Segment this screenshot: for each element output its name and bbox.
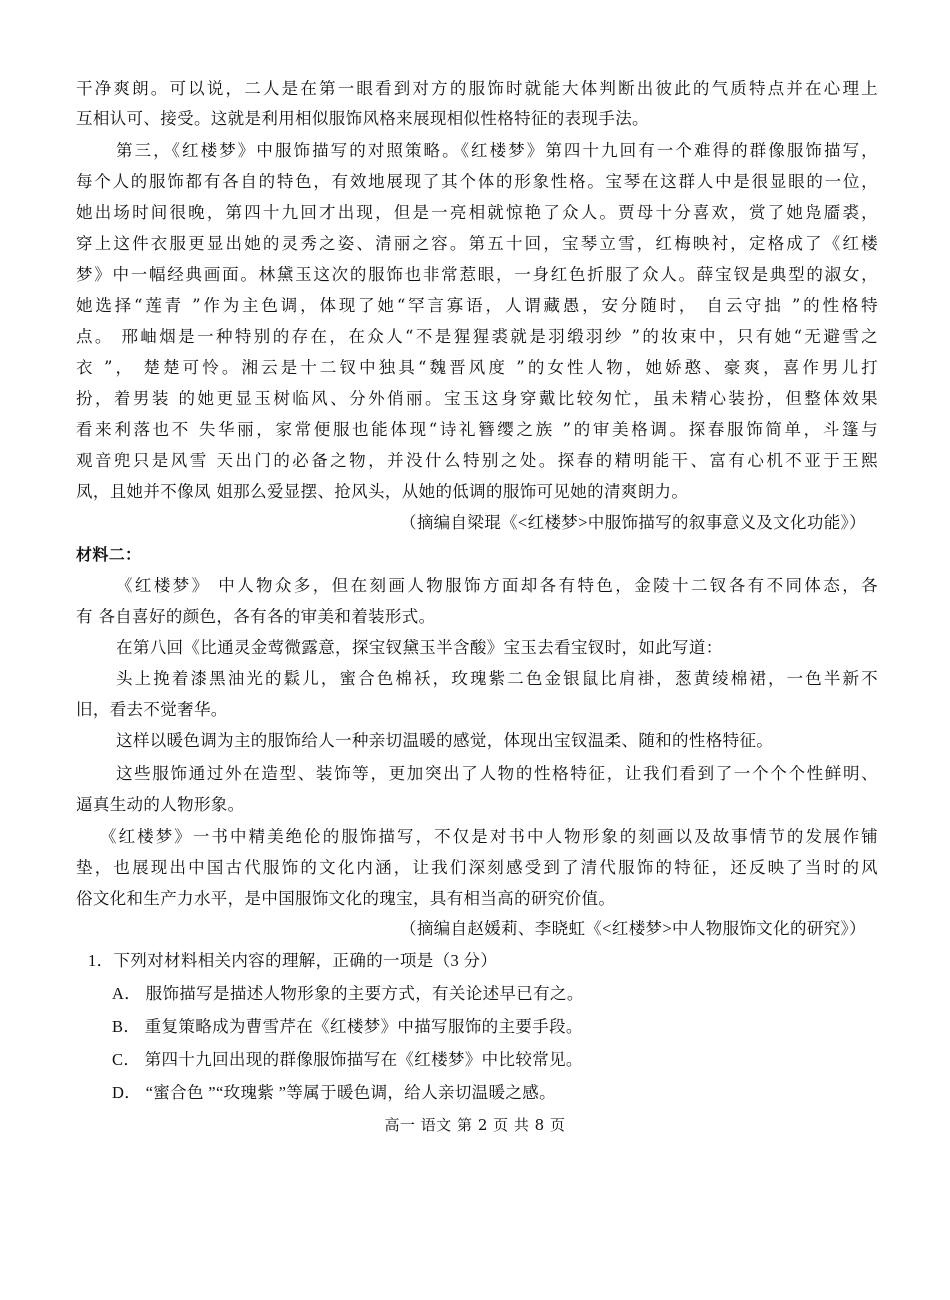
material1-line: 梦》中一幅经典画面。林黛玉这次的服饰也非常惹眼，一身红色折服了众人。薛宝钗是典型的淑女，: [76, 265, 878, 284]
material1-line: 衣 ”， 楚楚可怜。湘云是十二钗中独具“魏晋风度 ”的女性人物，她娇憨、豪爽，喜作男儿打: [76, 358, 878, 377]
question-stem: 1．下列对材料相关内容的理解，正确的一项是（3 分）: [88, 951, 498, 970]
material1-line: 互相认可、接受。这就是利用相似服饰风格来展现相似性格特征的表现手法。: [76, 109, 649, 128]
material1-line: 穿上这件衣服更显出她的灵秀之姿、清丽之容。第五十回，宝琴立雪，红梅映衬，定格成了《红楼: [76, 234, 878, 253]
material2-line: 这些服饰通过外在造型、装饰等，更加突出了人物的性格特征，让我们看到了一个个个性鲜明、: [116, 764, 878, 783]
material1-line: 干净爽朗。可以说，二人是在第一眼看到对方的服饰时就能大体判断出彼此的气质特点并在心理上: [76, 79, 878, 98]
material2-line: 《红楼梦》 中人物众多，但在刻画人物服饰方面却各有特色，金陵十二钗各有不同体态，各: [116, 576, 878, 595]
material1-line: 扮，着男装 的她更显玉树临风、分外俏丽。宝玉这身穿戴比较匆忙，虽未精心装扮，但整体效果: [76, 389, 878, 408]
material2-line: 在第八回《比通灵金莺微露意，探宝钗黛玉半含酸》宝玉去看宝钗时，如此写道：: [116, 638, 723, 657]
material2-quote-line: 头上挽着漆黑油光的鬏儿，蜜合色棉袄，玫瑰紫二色金银鼠比肩褂，葱黄绫棉裙，一色半新不: [116, 669, 878, 688]
question-option-d[interactable]: D． “蜜合色 ”“玫瑰紫 ”等属于暖色调，给人亲切温暖之感。: [112, 1083, 556, 1102]
material2-quote-line: 旧，看去不觉奢华。: [76, 700, 228, 719]
material1-source: （摘编自梁琨《<红楼梦>中服饰描写的叙事意义及文化功能》）: [399, 513, 866, 532]
material2-source: （摘编自赵媛莉、李晓虹《<红楼梦>中人物服饰文化的研究》）: [399, 919, 866, 938]
material1-line: 她选择“莲青 ”作为主色调，体现了她“罕言寡语，人谓藏愚，安分随时， 自云守拙 ”的性格特: [76, 296, 878, 315]
question-option-a[interactable]: A． 服饰描写是描述人物形象的主要方式，有关论述早已有之。: [112, 984, 584, 1003]
material1-line: 凤，且她并不像凤 姐那么爱显摆、抢风头，从她的低调的服饰可见她的清爽朗力。: [76, 482, 689, 501]
material2-line: 垫，也展现出中国古代服饰的文化内涵，让我们深刻感受到了清代服饰的特征，还反映了当时的风: [76, 858, 878, 877]
material1-line: 点。 邢岫烟是一种特别的存在，在众人“不是猩猩裘就是羽缎羽纱 ”的妆束中，只有她“无避雪之: [76, 327, 878, 346]
material2-line: 有 各自喜好的颜色，各有各的审美和着装形式。: [76, 607, 436, 626]
material2-line: 俗文化和生产力水平，是中国服饰文化的瑰宝，具有相当高的研究价值。: [76, 889, 616, 908]
material1-line: 观音兜只是风雪 天出门的必备之物，并没什么特别之处。探春的精明能干、富有心机不亚于王熙: [76, 451, 878, 470]
material2-line: 逼真生动的人物形象。: [76, 795, 245, 814]
material2-line: 《红楼梦》一书中精美绝伦的服饰描写，不仅是对书中人物形象的刻画以及故事情节的发展作铺: [100, 827, 878, 846]
material1-line: 她出场时间很晚，第四十九回才出现，但是一亮相就惊艳了众人。贾母十分喜欢，赏了她凫靥裘，: [76, 203, 878, 222]
material1-line: 第三，《红楼梦》中服饰描写的对照策略。《红楼梦》第四十九回有一个难得的群像服饰描写，: [116, 141, 878, 160]
question-option-c[interactable]: C． 第四十九回出现的群像服饰描写在《红楼梦》中比较常见。: [112, 1050, 583, 1069]
material2-line: 这样以暖色调为主的服饰给人一种亲切温暖的感觉，体现出宝钗温柔、随和的性格特征。: [116, 731, 774, 750]
material1-line: 看来利落也不 失华丽，家常便服也能体现“诗礼簪缨之族 ”的审美格调。探春服饰简单，斗篷与: [76, 420, 878, 439]
material2-heading: 材料二：: [76, 545, 142, 564]
page-footer: 高一 语文 第 2 页 共 8 页: [384, 1116, 566, 1134]
question-option-b[interactable]: B． 重复策略成为曹雪芹在《红楼梦》中描写服饰的主要手段。: [112, 1017, 583, 1036]
material1-line: 每个人的服饰都有各自的特色，有效地展现了其个体的形象性格。宝琴在这群人中是很显眼的一位，: [76, 172, 878, 191]
